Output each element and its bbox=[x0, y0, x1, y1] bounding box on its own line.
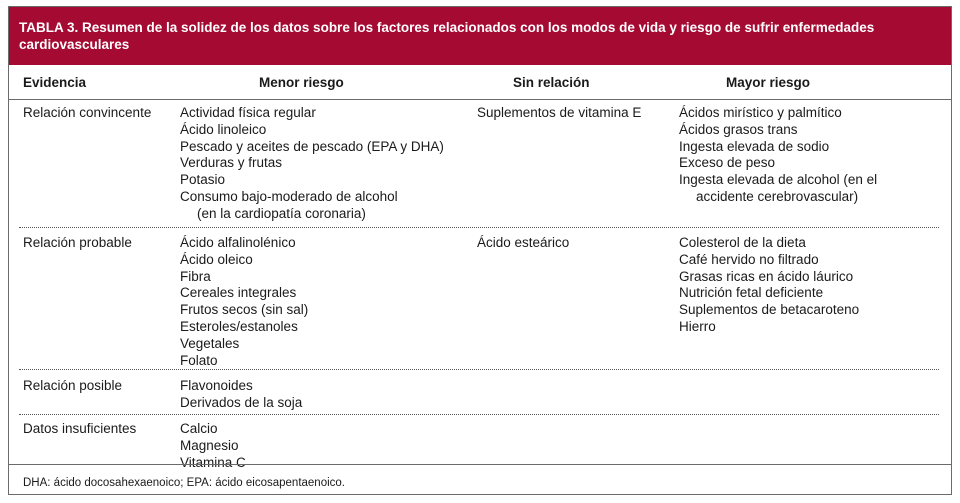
lower-risk-cell bbox=[180, 378, 302, 412]
list-item: Ácido esteárico bbox=[477, 235, 570, 250]
table-row bbox=[9, 378, 951, 412]
list-item: Esteroles/estanoles bbox=[180, 318, 298, 334]
table-row bbox=[9, 105, 951, 223]
list-item: Folato bbox=[180, 352, 218, 368]
list-item: Ácidos mirístico y palmítico bbox=[679, 105, 842, 120]
list-item: Flavonoides bbox=[180, 378, 253, 393]
list-item: Ácido alfalinolénico bbox=[180, 235, 296, 250]
list-item: Ácido linoleico bbox=[180, 121, 267, 137]
column-header-evidencia: Evidencia bbox=[23, 75, 87, 90]
list-item: Vegetales bbox=[180, 335, 240, 351]
list-item: Grasas ricas en ácido láurico bbox=[679, 268, 854, 284]
list-item: accidente cerebrovascular) bbox=[696, 188, 859, 204]
list-item: Café hervido no filtrado bbox=[679, 251, 819, 267]
row-divider bbox=[19, 227, 939, 228]
list-item: Frutos secos (sin sal) bbox=[180, 302, 309, 318]
lower-risk-cell bbox=[180, 105, 444, 223]
list-item: Pescado y aceites de pescado (EPA y DHA) bbox=[180, 138, 444, 154]
list-item: Magnesio bbox=[180, 437, 239, 453]
no-relation-cell bbox=[477, 235, 569, 252]
list-item: Ácido oleico bbox=[180, 251, 253, 267]
table-row bbox=[9, 235, 951, 371]
column-header-sin-relacion: Sin relación bbox=[513, 75, 590, 90]
evidence-cell: Relación convincente bbox=[23, 105, 152, 120]
list-item: Suplementos de vitamina E bbox=[477, 105, 642, 120]
list-item: Nutrición fetal deficiente bbox=[679, 285, 824, 301]
table-frame bbox=[8, 6, 952, 495]
column-header-row bbox=[9, 65, 951, 100]
higher-risk-cell bbox=[679, 105, 877, 206]
table-footnote-area bbox=[9, 464, 951, 495]
row-divider bbox=[19, 414, 939, 415]
table-footnote: DHA: ácido docosahexaenoico; EPA: ácido eicosapentaenoico. bbox=[23, 477, 345, 489]
list-item: Ácidos grasos trans bbox=[679, 121, 798, 137]
list-item: Fibra bbox=[180, 268, 211, 284]
list-item: Hierro bbox=[679, 318, 716, 334]
column-header-mayor-riesgo: Mayor riesgo bbox=[726, 75, 811, 90]
list-item: Colesterol de la dieta bbox=[679, 235, 806, 250]
list-item: Verduras y frutas bbox=[180, 155, 283, 171]
list-item: Actividad física regular bbox=[180, 105, 316, 120]
evidence-cell: Relación probable bbox=[23, 235, 132, 250]
table-title: TABLA 3. Resumen de la solidez de los datos sobre los factores relacionados con los modos de vida y riesgo de sufrir enfermedades cardiovasculares bbox=[9, 7, 951, 65]
list-item: Calcio bbox=[180, 421, 218, 436]
column-header-menor-riesgo: Menor riesgo bbox=[259, 75, 344, 90]
list-item: Consumo bajo-moderado de alcohol bbox=[180, 188, 398, 204]
list-item: Exceso de peso bbox=[679, 155, 776, 171]
list-item: Ingesta elevada de sodio bbox=[679, 138, 830, 154]
list-item: Vitamina C bbox=[180, 454, 246, 470]
evidence-cell: Datos insuficientes bbox=[23, 421, 137, 436]
no-relation-cell bbox=[477, 105, 641, 122]
list-item: (en la cardiopatía coronaria) bbox=[197, 205, 366, 221]
list-item: Potasio bbox=[180, 172, 226, 188]
list-item: Cereales integrales bbox=[180, 285, 297, 301]
lower-risk-cell bbox=[180, 235, 308, 369]
list-item: Ingesta elevada de alcohol (en el bbox=[679, 172, 878, 188]
list-item: Suplementos de betacaroteno bbox=[679, 302, 860, 318]
higher-risk-cell bbox=[679, 235, 859, 336]
row-divider bbox=[19, 369, 939, 370]
list-item: Derivados de la soja bbox=[180, 394, 303, 410]
evidence-cell: Relación posible bbox=[23, 378, 123, 393]
